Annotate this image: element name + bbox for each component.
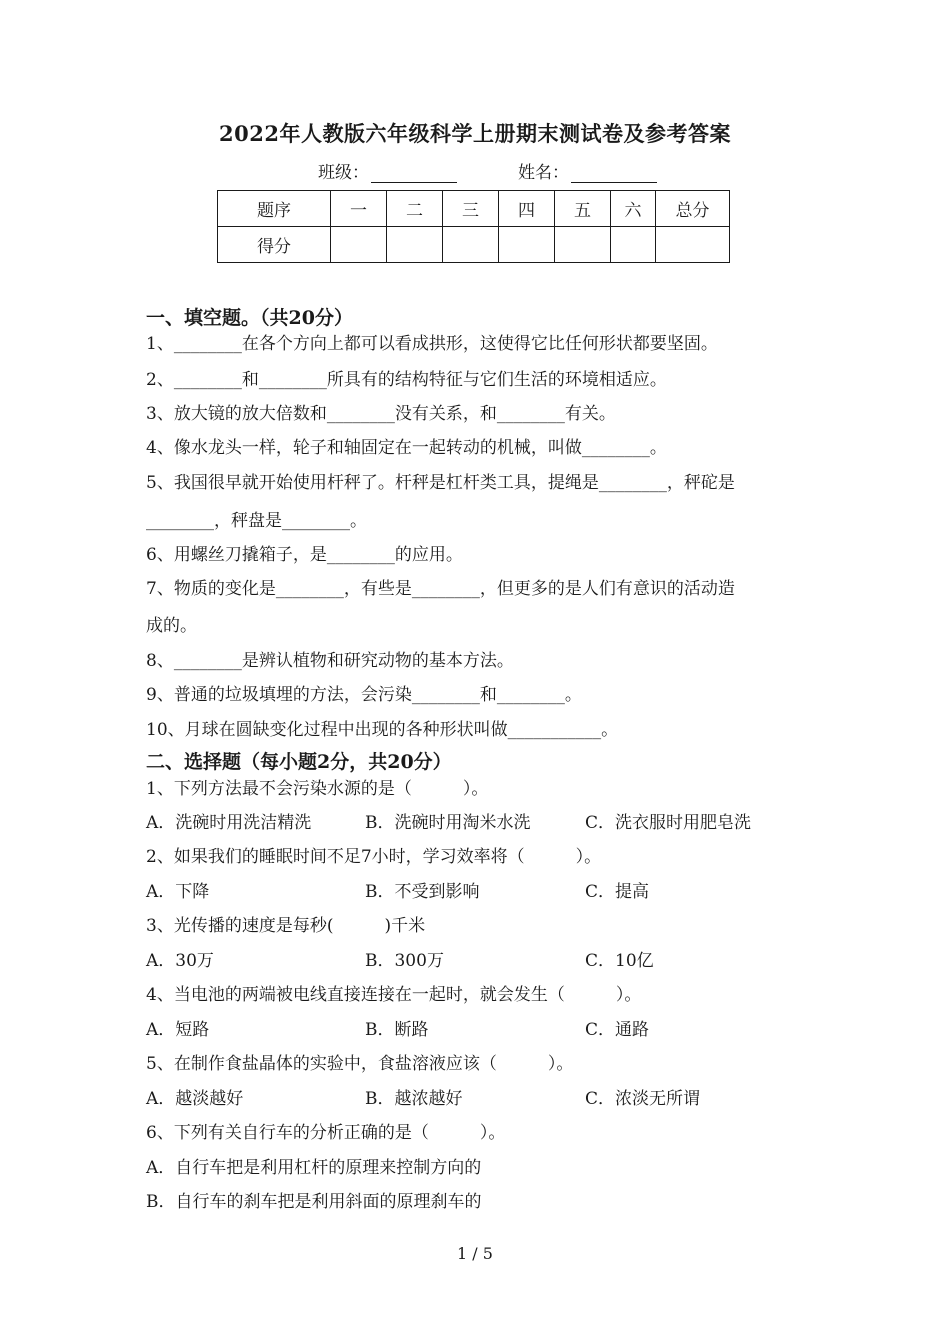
fill-question-continuation: ________，秤盘是________。 [146,511,367,531]
choice-option-b: B．300万 [365,951,444,971]
page-title: 2022年人教版六年级科学上册期末测试卷及参考答案 [219,121,731,146]
class-label: 班级： [318,163,369,183]
score-row-label: 得分 [218,227,331,263]
choice-option-c: C．提高 [585,882,650,902]
fill-question: 10、月球在圆缺变化过程中出现的各种形状叫做___________。 [146,720,619,740]
score-table-score-row [218,227,730,263]
fill-question: 3、放大镜的放大倍数和________没有关系，和________有关。 [146,404,616,424]
score-header-cell: 总分 [656,191,730,227]
choice-option-b: B．洗碗时用淘米水洗 [365,813,531,833]
choice-option-a: A．洗碗时用洗洁精洗 [146,813,312,833]
choice-question: 3、光传播的速度是每秒( )千米 [146,916,426,936]
fill-question: 5、我国很早就开始使用杆秤了。杆秤是杠杆类工具，提绳是________，秤砣是 [146,473,735,493]
choice-option-b: B．自行车的刹车把是利用斜面的原理刹车的 [146,1192,482,1212]
choice-option-a: A．下降 [146,882,210,902]
section1-heading: 一、填空题。（共20分） [146,307,353,329]
choice-option-a: A．短路 [146,1020,210,1040]
choice-question: 6、下列有关自行车的分析正确的是（ ）。 [146,1123,506,1143]
name-field [518,158,657,183]
fill-question-continuation: 成的。 [146,616,197,636]
score-header-cell: 五 [555,191,611,227]
name-blank [571,164,657,183]
score-table-header-row [218,191,730,227]
fill-question: 2、________和________所具有的结构特征与它们生活的环境相适应。 [146,370,667,390]
score-header-cell: 三 [443,191,499,227]
choice-option-c: C．通路 [585,1020,650,1040]
choice-question: 1、下列方法最不会污染水源的是（ ）。 [146,779,489,799]
class-field [318,158,457,183]
score-header-cell: 四 [499,191,555,227]
class-blank [371,164,457,183]
score-header-cell: 题序 [218,191,331,227]
choice-option-a: A．越淡越好 [146,1089,244,1109]
fill-question: 7、物质的变化是________，有些是________，但更多的是人们有意识的活动造 [146,579,735,599]
choice-option-c: C．浓淡无所谓 [585,1089,701,1109]
page-number: 1 / 5 [457,1244,493,1263]
score-cell [499,227,555,263]
choice-question: 2、如果我们的睡眠时间不足7小时，学习效率将（ ）。 [146,847,602,867]
choice-option-a: A．30万 [146,951,214,971]
choice-option-c: C．洗衣服时用肥皂洗 [585,813,752,833]
fill-question: 8、________是辨认植物和研究动物的基本方法。 [146,651,514,671]
section2-heading: 二、选择题（每小题2分，共20分） [146,751,452,773]
fill-question: 9、普通的垃圾填埋的方法，会污染________和________。 [146,685,582,705]
choice-question: 5、在制作食盐晶体的实验中，食盐溶液应该（ ）。 [146,1054,574,1074]
score-header-cell: 六 [611,191,656,227]
score-cell [611,227,656,263]
score-header-cell: 一 [331,191,387,227]
choice-option-b: B．不受到影响 [365,882,480,902]
score-cell [555,227,611,263]
choice-question: 4、当电池的两端被电线直接连接在一起时，就会发生（ ）。 [146,985,642,1005]
score-cell [331,227,387,263]
fill-question: 6、用螺丝刀撬箱子，是________的应用。 [146,545,463,565]
choice-option-c: C．10亿 [585,951,654,971]
choice-option-a: A．自行车把是利用杠杆的原理来控制方向的 [146,1158,482,1178]
score-cell [443,227,499,263]
fill-question: 1、________在各个方向上都可以看成拱形，这使得它比任何形状都要坚固。 [146,334,718,354]
choice-option-b: B．越浓越好 [365,1089,463,1109]
fill-question: 4、像水龙头一样，轮子和轴固定在一起转动的机械，叫做________。 [146,438,667,458]
score-cell [387,227,443,263]
score-cell [656,227,730,263]
name-label: 姓名： [518,163,569,183]
score-header-cell: 二 [387,191,443,227]
score-table [217,190,730,263]
choice-option-b: B．断路 [365,1020,429,1040]
